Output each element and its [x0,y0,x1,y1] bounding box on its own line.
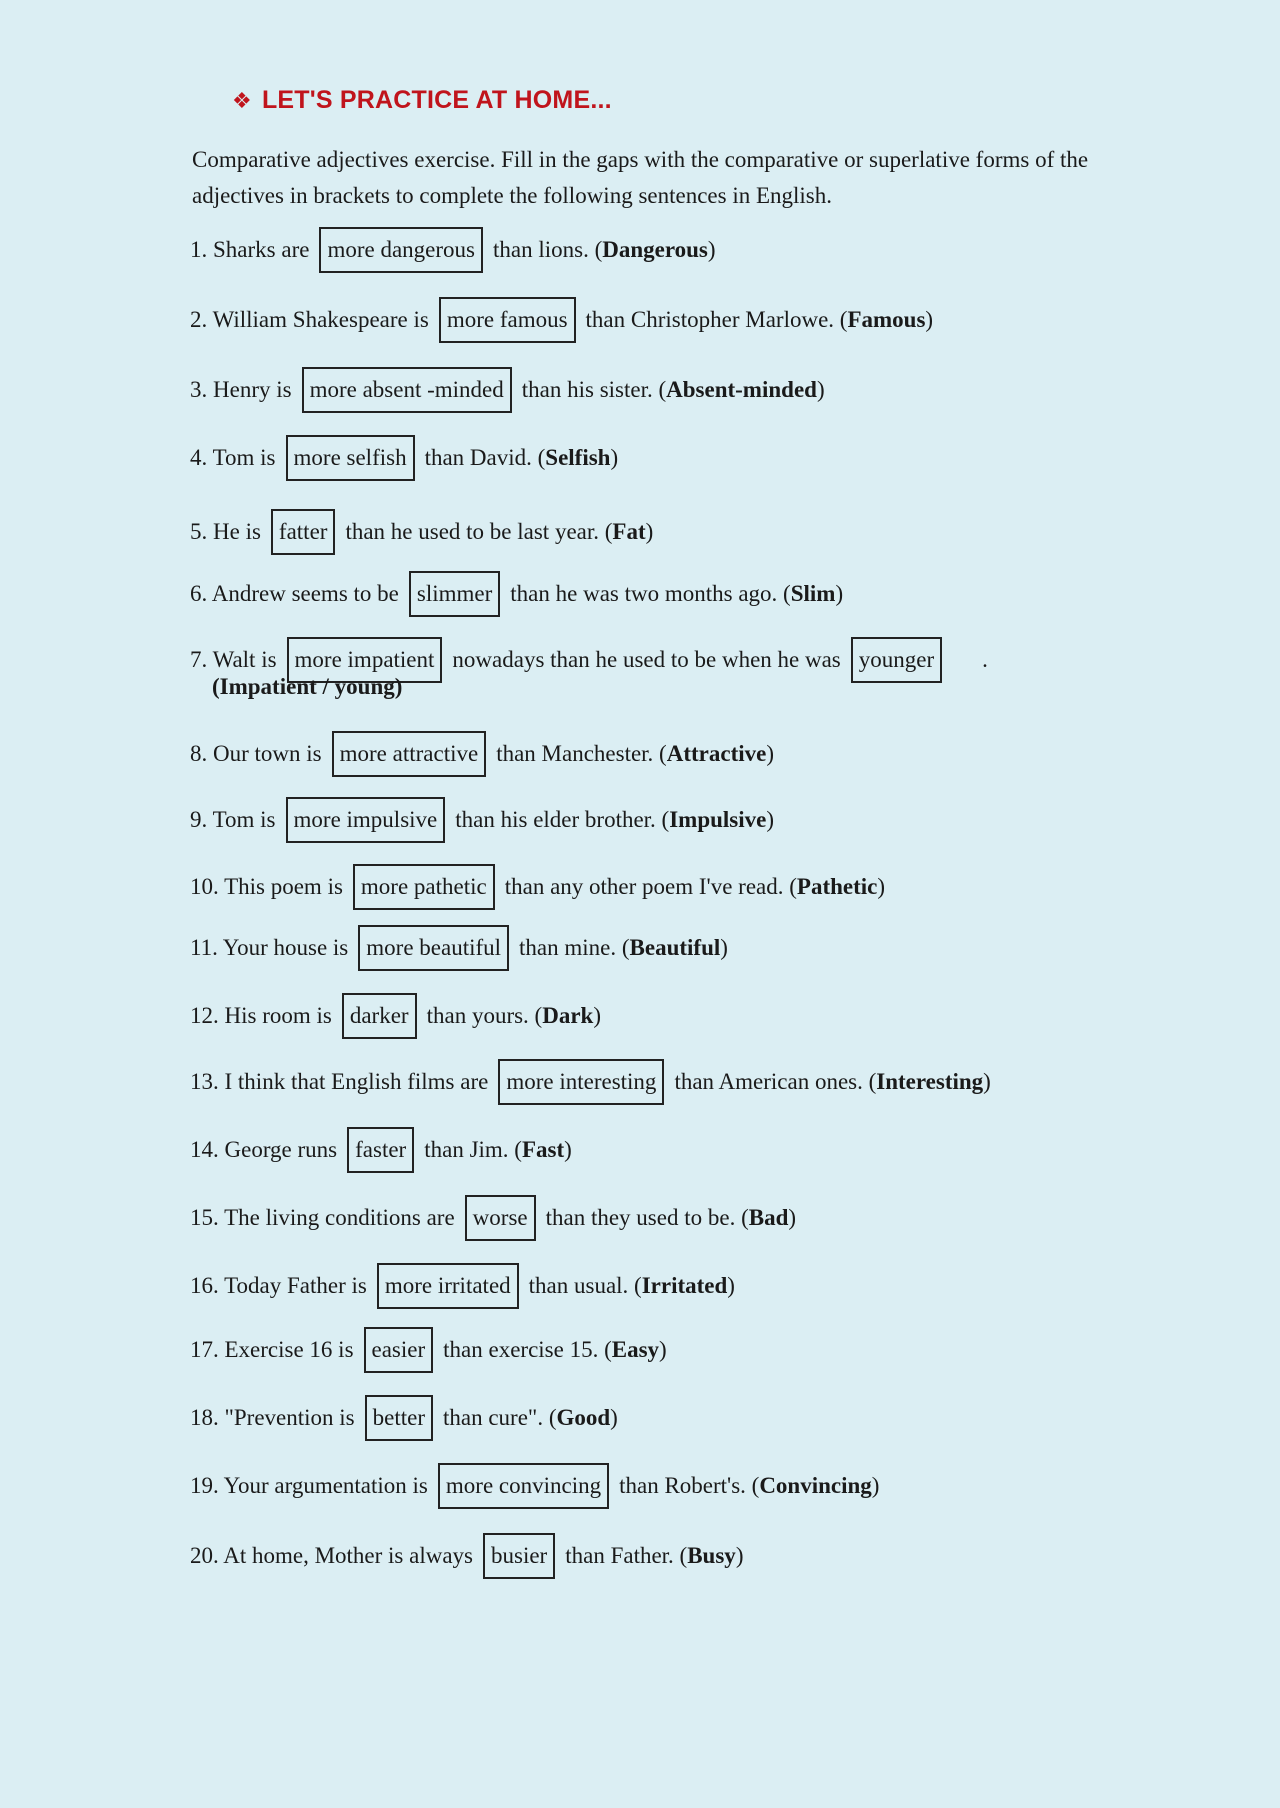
closing-bracket: ) [877,874,886,899]
sentence-end: than any other poem I've read. ( [504,874,797,899]
sentence-end: nowadays than he used to be when he was [452,647,841,672]
sentence-start: 10. This poem is [190,874,343,899]
sentence-start: 2. William Shakespeare is [190,307,429,332]
adjective-hint: Good [556,1405,611,1430]
answer-box[interactable]: more beautiful [358,925,509,971]
exercise-item [190,730,774,778]
closing-bracket: ) [564,1137,572,1162]
answer-box[interactable]: worse [465,1195,536,1241]
closing-bracket: ) [727,1273,735,1298]
adjective-hint: Fat [612,519,646,544]
closing-bracket: ) [610,1405,618,1430]
sentence-start: 5. He is [190,519,261,544]
exercise-item [190,366,825,414]
answer-box[interactable]: more absent -minded [302,367,512,413]
answer-box[interactable]: better [365,1395,433,1441]
adjective-hint: Impulsive [669,807,767,832]
answer-box[interactable]: fatter [271,509,336,555]
answer-box[interactable]: more irritated [377,1263,519,1309]
answer-box[interactable]: more famous [439,297,576,343]
section-title-text: LET'S PRACTICE AT HOME... [261,86,612,114]
exercise-item [190,1532,743,1580]
exercise-item [190,796,774,844]
adjective-hint: Pathetic [796,874,878,899]
exercise-item [190,508,653,556]
adjective-hint: Easy [611,1337,660,1362]
sentence-start: 3. Henry is [190,377,292,402]
adjective-hint: Beautiful [629,935,721,960]
closing-bracket: ) [871,1473,880,1498]
sentence-end: than his elder brother. ( [455,807,670,832]
adjective-hint: Famous [847,307,926,332]
adjective-hint: Bad [748,1205,789,1230]
answer-box[interactable]: darker [342,993,417,1039]
exercise-item [190,296,933,344]
adjective-hint: Convincing [759,1473,872,1498]
exercise-item [190,1126,572,1174]
sentence-end: than Jim. ( [424,1137,522,1162]
adjective-hint: Busy [687,1543,736,1568]
closing-bracket: ) [766,807,775,832]
closing-bracket: ) [925,307,934,332]
sentence-end: than exercise 15. ( [443,1337,612,1362]
sentence-start: 19. Your argumentation is [190,1473,428,1498]
sentence-start: 14. George runs [190,1137,338,1162]
sentence-start: 9. Tom is [190,807,276,832]
answer-box[interactable]: slimmer [409,571,500,617]
adjective-hint: Interesting [876,1069,984,1094]
answer-box[interactable]: more selfish [286,435,415,481]
sentence-end: than Father. ( [565,1543,688,1568]
closing-bracket: ) [707,237,716,262]
closing-bracket: ) [816,377,825,402]
exercise-item [190,1462,879,1510]
sentence-start: 4. Tom is [190,445,276,470]
closing-bracket: ) [659,1337,667,1362]
exercise-item [190,1262,735,1310]
answer-box[interactable]: more interesting [498,1059,664,1105]
sentence-end: than American ones. ( [674,1069,877,1094]
answer-box[interactable]: faster [347,1127,414,1173]
sentence-start: 16. Today Father is [190,1273,367,1298]
exercise-item [190,1058,991,1106]
exercise-item [190,434,618,482]
sentence-end: than Christopher Marlowe. ( [585,307,848,332]
sentence-start: 1. Sharks are [190,237,310,262]
closing-bracket: ) [593,1003,602,1028]
closing-bracket: ) [835,581,844,606]
adjective-hint: (Impatient / young) [212,674,403,699]
sentence-start: 17. Exercise 16 is [190,1337,354,1362]
answer-box[interactable]: easier [364,1327,434,1373]
answer-box[interactable]: more impatient [287,637,443,683]
sentence-start: 12. His room is [190,1003,332,1028]
exercise-item [190,924,728,972]
exercise-item [190,570,843,618]
sentence-end: than mine. ( [519,935,630,960]
sentence-start: 20. At home, Mother is always [190,1543,473,1568]
adjective-hint: Dark [542,1003,594,1028]
section-title [232,86,612,115]
sentence-start: 7. Walt is [190,647,277,672]
exercise-item [190,1194,796,1242]
closing-bracket: ) [645,519,654,544]
sentence-end: than cure". ( [443,1405,557,1430]
answer-box[interactable]: more pathetic [353,864,495,910]
sentence-start: 11. Your house is [190,935,349,960]
sentence-end: than lions. ( [492,237,603,262]
answer-box[interactable]: younger [851,637,942,683]
sentence-end: than his sister. ( [521,377,667,402]
exercise-item [190,1326,667,1374]
closing-bracket: ) [735,1543,744,1568]
exercise-item [190,1394,618,1442]
sentence-end: than he used to be last year. ( [345,519,613,544]
sentence-end: than yours. ( [426,1003,543,1028]
adjective-hint: Attractive [666,741,767,766]
sentence-end: than Robert's. ( [619,1473,760,1498]
sentence-end: than Manchester. ( [496,741,667,766]
answer-box[interactable]: busier [483,1533,555,1579]
sentence-end: than usual. ( [528,1273,642,1298]
adjective-hint: Dangerous [602,237,708,262]
sentence-start: 6. Andrew seems to be [190,581,399,606]
adjective-hint: Absent-minded [666,377,817,402]
exercise-item [190,226,716,274]
adjective-hint: Selfish [545,445,611,470]
adjective-hint: Slim [790,581,836,606]
sentence-end: . [982,647,988,672]
closing-bracket: ) [720,935,728,960]
answer-box[interactable]: more attractive [332,731,487,777]
exercise-item [190,992,601,1040]
closing-bracket: ) [788,1205,797,1230]
adjective-hint: Irritated [641,1273,728,1298]
sentence-start: 8. Our town is [190,741,322,766]
diamond-bullet-icon: ❖ [232,88,252,113]
sentence-end: than he was two months ago. ( [510,581,791,606]
sentence-start: 18. "Prevention is [190,1405,355,1430]
closing-bracket: ) [766,741,774,766]
adjective-hint: Fast [521,1137,565,1162]
answer-box[interactable]: more dangerous [319,227,483,273]
sentence-end: than David. ( [424,445,546,470]
sentence-start: 15. The living conditions are [190,1205,455,1230]
answer-box[interactable]: more convincing [438,1463,609,1509]
closing-bracket: ) [983,1069,991,1094]
closing-bracket: ) [610,445,619,470]
answer-box[interactable]: more impulsive [286,797,446,843]
exercise-item [190,863,885,911]
sentence-start: 13. I think that English films are [190,1069,489,1094]
sentence-end: than they used to be. ( [545,1205,749,1230]
instructions: Comparative adjectives exercise. Fill in the gaps with the comparative or superlative forms of the adjectives in brackets to complete the following sentences in English. [192,147,1089,208]
